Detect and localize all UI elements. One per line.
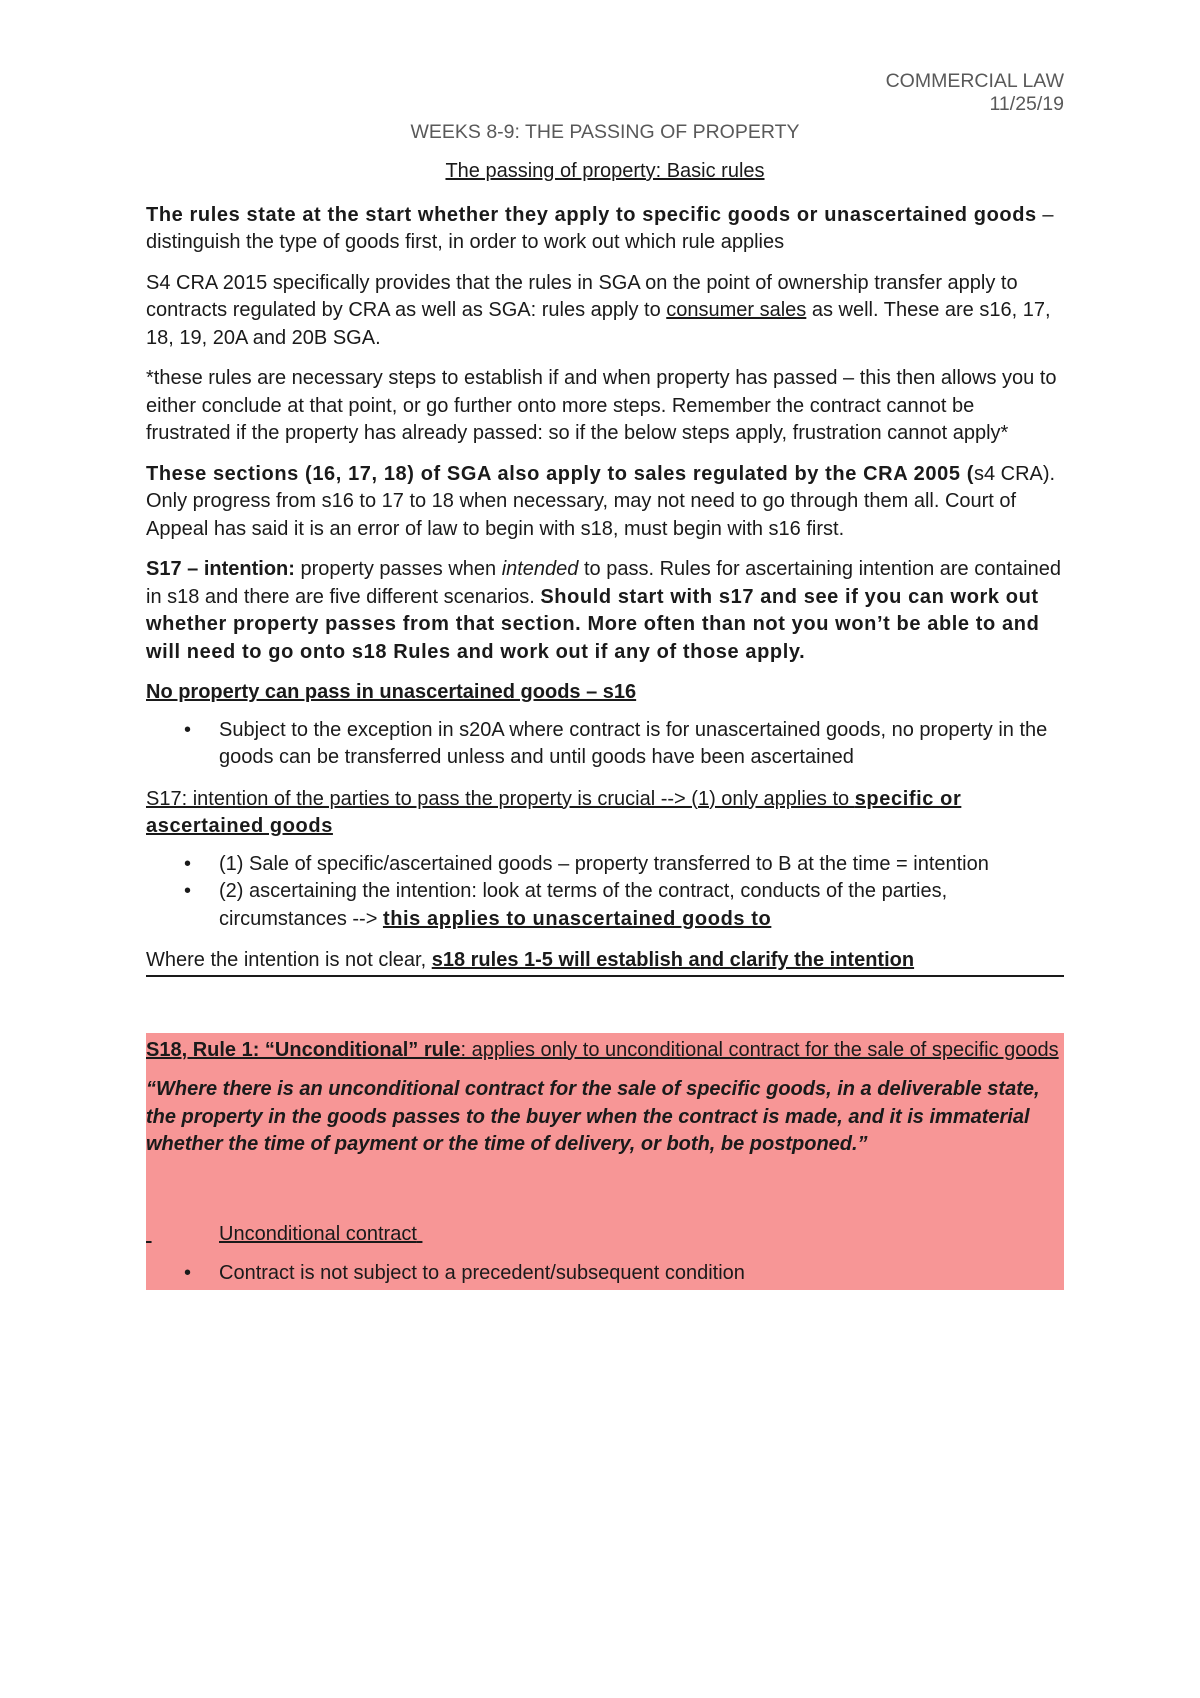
rule1-heading — [146, 1037, 1064, 1065]
where-bold: s18 rules 1-5 will establish and clarify the intention — [431, 949, 915, 971]
intro-paragraph — [146, 202, 1064, 257]
s17-text1: property passes when — [294, 558, 502, 580]
subheading-text: Unconditional contract — [219, 1222, 417, 1245]
rule1-quote: “Where there is an unconditional contract for the sale of specific goods, in a deliverable state, the property in the goods passes to the buyer when the contract is made, and it is immaterial whether the time of payment or the time of delivery, or both, be postponed.” — [146, 1078, 1040, 1155]
document-title: WEEKS 8-9: THE PASSING OF PROPERTY — [410, 121, 800, 143]
sections-bold-text: These sections (16, 17, 18) of SGA also apply to sales regulated by the CRA 2005 ( — [146, 462, 974, 485]
intro-bold-text: The rules state at the start whether they apply to specific goods or unascertained goods — [146, 203, 1037, 226]
list-item — [146, 717, 1064, 772]
rule1-bullet-list — [146, 1260, 1064, 1288]
cra-text-after: as well. These are s16, 17, 18, 19, 20A and 20B SGA. — [146, 299, 1051, 349]
document-page — [146, 70, 1064, 1290]
section-subtitle: The passing of property: Basic rules — [445, 160, 765, 182]
s17-bold-tail: Should start with s17 and see if you can work out whether property passes from that section. More often than not you won’t be able to and will need to go onto s18 Rules and work out if any of those apply. — [146, 585, 1040, 663]
unconditional-subheading — [146, 1221, 1064, 1249]
rule1-highlight-box — [146, 1033, 1064, 1290]
list-item — [146, 851, 1064, 879]
s17-heading-plain: S17: intention of the parties to pass the property is crucial --> (1) only applies to — [146, 787, 855, 810]
list-item — [146, 878, 1064, 933]
frustration-note: *these rules are necessary steps to establish if and when property has passed – this then allows you to either conclude at that point, or go further onto more steps. Remember the contract cannot be frustrated if the property has already passed: so if the below steps apply, frustration cannot apply* — [146, 367, 1057, 444]
s16-bullet-text: Subject to the exception in s20A where contract is for unascertained goods, no property in the goods can be transferred unless and until goods have been ascertained — [219, 718, 1048, 768]
sections-rest-text: s4 CRA). Only progress from s16 to 17 to 18 when necessary, may not need to go through them all. Court of Appeal has said it is an error of law to begin with s18, must begin with s16 first. — [146, 462, 1056, 540]
document-header — [146, 70, 1064, 116]
bullet-glyph: • — [184, 718, 192, 741]
s17-heading — [146, 786, 1064, 841]
s17-italic: intended — [501, 558, 579, 580]
bullet-glyph: • — [184, 1262, 192, 1284]
subheading-indent — [146, 1221, 219, 1249]
cra-paragraph — [146, 270, 1064, 353]
s17-text2: to pass. Rules for ascertaining intention are contained in s18 and there are five different scenarios. — [146, 558, 1061, 608]
subheading-tail — [417, 1221, 489, 1249]
course-name: COMMERCIAL LAW — [885, 70, 1064, 92]
document-date: 11/25/19 — [989, 93, 1064, 115]
s17-bullet-2-plain: (2) ascertaining the intention: look at terms of the contract, conducts of the parties, circumstances --> — [219, 880, 948, 930]
where-intention-line — [146, 947, 1064, 977]
rule1-heading-plain: : applies only to unconditional contract for the sale of specific goods — [460, 1038, 1059, 1061]
intro-rest-text: – distinguish the type of goods first, in order to work out which rule applies — [146, 203, 1054, 253]
bullet-glyph: • — [184, 852, 192, 875]
rule1-heading-bold: S18, Rule 1: “Unconditional” rule — [146, 1038, 461, 1061]
s17-bullet-list — [146, 851, 1064, 934]
where-plain: Where the intention is not clear, — [146, 949, 432, 971]
s16-heading: No property can pass in unascertained goods – s16 — [146, 681, 637, 703]
sections-paragraph — [146, 461, 1064, 544]
s17-intention-paragraph — [146, 556, 1064, 666]
consumer-sales-text: consumer sales — [666, 299, 807, 321]
s17-bullet-1: (1) Sale of specific/ascertained goods – property transferred to B at the time = intention — [219, 852, 989, 875]
s16-bullet-list — [146, 717, 1064, 772]
rule1-bullet-text: Contract is not subject to a precedent/subsequent condition — [219, 1262, 745, 1284]
s17-bullet-2-bold: this applies to unascertained goods to — [382, 907, 772, 930]
cra-text-before: S4 CRA 2015 specifically provides that the rules in SGA on the point of ownership transfer apply to contracts regulated by CRA as well as SGA: rules apply to — [146, 271, 1018, 321]
list-item — [146, 1260, 1064, 1288]
s17-heading-bold: specific or ascertained goods — [146, 787, 962, 837]
bullet-glyph: • — [184, 880, 192, 902]
s17-lead: S17 – intention: — [146, 558, 295, 580]
